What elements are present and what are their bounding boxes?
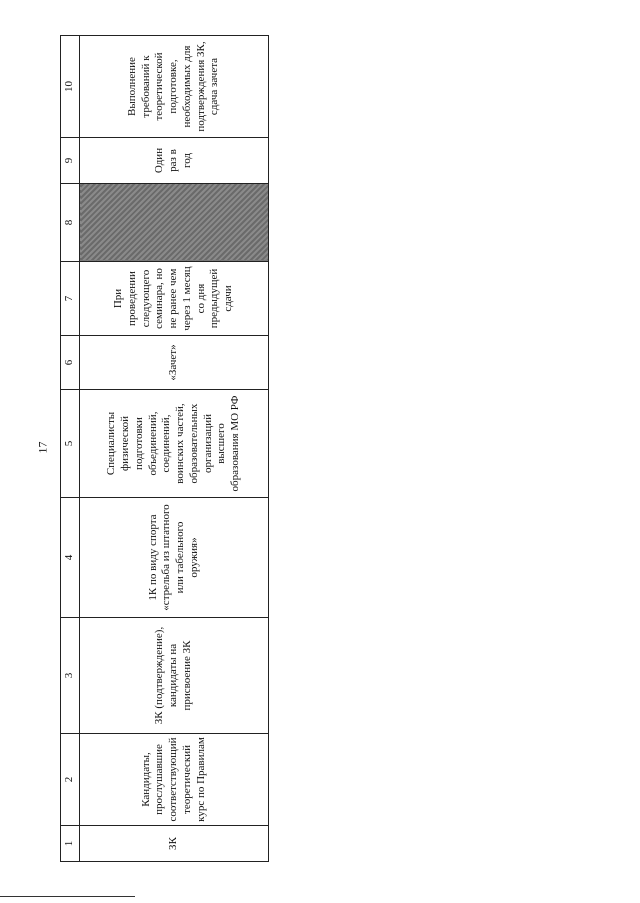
column-number-row [61, 36, 80, 862]
cell-specialists [80, 390, 269, 498]
scan-edge-line [0, 896, 135, 897]
column-number-6: 6 [61, 336, 80, 390]
cell-retake-term-text: При проведении следующего семинара, но не ранее чем через 1 месяц со дня предыдущей сдачи [112, 266, 235, 331]
column-number-1: 1 [61, 826, 80, 862]
column-number-9: 9 [61, 138, 80, 184]
requirements-table [60, 35, 269, 862]
column-number-7: 7 [61, 262, 80, 336]
cell-requirements-text: Выполнение требований к теоретической подготовке, необходимых для подтверждения ЗК, сдача зачета [125, 41, 221, 132]
cell-retake-term [80, 262, 269, 336]
rotated-table-wrapper [60, 36, 266, 862]
cell-requirements [80, 36, 269, 138]
cell-sport-category-text: 1К по виду спорта «стрельба из штатного или табельного оружия» [146, 504, 200, 611]
column-number-8: 8 [61, 184, 80, 262]
cell-frequency [80, 138, 269, 184]
cell-rank [80, 826, 269, 862]
cell-candidates [80, 734, 269, 826]
column-number-4: 4 [61, 498, 80, 618]
cell-confirmation-text: ЗК (подтверждение), кандидаты на присвоение ЗК [153, 626, 193, 725]
cell-confirmation [80, 618, 269, 734]
cell-frequency-text: Один раз в год [153, 147, 193, 174]
cell-candidates-text: Кандидаты, прослушавшие соответствующий теоретический курс по Правилам [139, 737, 207, 822]
cell-rank-text: ЗК [167, 837, 180, 850]
cell-assessment-text: «Зачет» [167, 344, 180, 381]
table-row [80, 36, 269, 862]
cell-shaded [80, 184, 269, 262]
cell-specialists-text: Специалисты физической подготовки объединений, соединений, воинских частей, образовательных организаций высшего образования МО РФ [105, 395, 241, 492]
column-number-10: 10 [61, 36, 80, 138]
cell-sport-category [80, 498, 269, 618]
column-number-2: 2 [61, 734, 80, 826]
column-number-3: 3 [61, 618, 80, 734]
page-number: 17 [35, 441, 50, 454]
cell-assessment [80, 336, 269, 390]
column-number-5: 5 [61, 390, 80, 498]
cell-shaded-text [172, 184, 176, 261]
